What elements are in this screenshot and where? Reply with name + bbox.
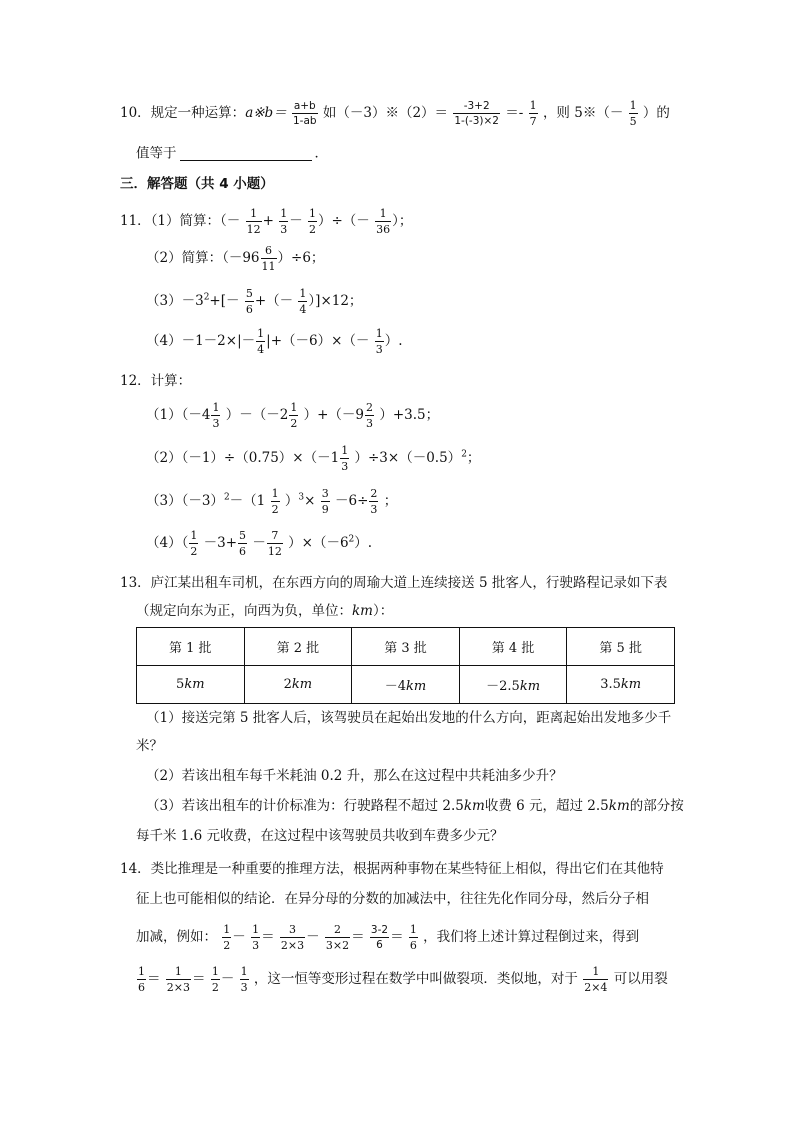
q13-sub3-line2: 每千米 1.6 元收费，在这过程中该驾驶员共收到车费多少元？ [136, 828, 504, 844]
q10-def-fraction: $\frac{a+b}{1-ab}$ [293, 99, 317, 127]
distance-table [136, 627, 675, 704]
q13-sub2: （2）若该出租车每千米耗油 0.2 升，那么在这过程中共耗油多少升？ [146, 768, 563, 784]
table-header-cell: 第 3 批 [352, 628, 460, 666]
q13-line1: 13．庐江某出租车司机，在东西方向的周瑜大道上连续接送 5 批客人，行驶路程记录如下表 [120, 575, 668, 591]
q12-part2: （2）（－1）÷（0.75）×（－1 $\frac{1}{3}$ ）$\div 3\times(-0.5)^2$； [146, 444, 481, 473]
q10-line1: 10．规定一种运算：a※b＝ $\frac{a+b}{1-ab}$ 如（－3）※（2）＝ $\frac{-3+2}{1-(-3)\times 2}$ ＝- $\frac{1}{7}$ ，则 5※（－ $\frac{1}{5}$ ）的 [120, 99, 670, 128]
table-header-row [137, 628, 675, 666]
q11-part1: 11．（1）简算：（－ $\frac{1}{12}$ + $\frac{1}{3}$ － $\frac{1}{2}$ ）÷（－ $\frac{1}{36}$ ）； [120, 207, 413, 236]
table-header-cell: 第 2 批 [244, 628, 352, 666]
table-cell: 3.5km [567, 666, 675, 704]
q14-line4: $\frac{1}{6}$ ＝ $\frac{1}{2\times 3}$ ＝ $\frac{1}{2}$ － $\frac{1}{3}$ ，这一恒等变形过程在数学中叫做裂项．类似地，对于 $\frac{1}{2\times 4}$ 可以用裂 [138, 965, 668, 994]
table-row [137, 666, 675, 704]
section-title: 三．解答题（共 4 小题） [120, 176, 274, 192]
q13-sub3-line1: （3）若该出租车的计价标准为：行驶路程不超过 2.5km收费 6 元，超过 2.5km的部分按 [146, 798, 684, 814]
table-header-cell: 第 1 批 [137, 628, 245, 666]
q10-result-fraction: $\frac{1}{7}$ [529, 99, 537, 128]
q10-example-fraction: $\frac{-3+2}{1-(-3)\times 2}$ [454, 99, 499, 127]
answer-blank[interactable] [180, 146, 312, 161]
table-cell: 5km [137, 666, 245, 704]
q13-sub1-line1: （1）接送完第 5 批客人后，该驾驶员在起始出发地的什么方向，距离起始出发地多少千 [146, 710, 672, 726]
q12-part1: （1）（－4 $\frac{1}{3}$ ）－（－2 $\frac{1}{2}$ ）+（－9 $\frac{2}{3}$ ）+3.5； [146, 401, 440, 430]
q13-line2: （规定向东为正，向西为负，单位：km）： [136, 603, 394, 619]
q11-part4: （4）－1－2×|－ $\frac{1}{4}$ |+（－6）×（－ $\frac{1}{3}$ ）. [146, 327, 403, 356]
q11-part2: （2）简算：（－96 $\frac{6}{11}$ ）÷6； [146, 244, 325, 273]
q10-line2: 值等于 ． [136, 145, 328, 162]
table-header-cell: 第 4 批 [459, 628, 567, 666]
q13-sub1-line2: 米？ [136, 738, 163, 754]
q10-operand-fraction: $\frac{1}{5}$ [629, 99, 637, 128]
table-cell: －4km [352, 666, 460, 704]
q12-part3: $(3)(-3)^2-(1$ $\frac{1}{2}$ ）$^3$× $\frac{3}{9}$ －6÷ $\frac{2}{3}$ ； [146, 487, 398, 516]
q14-line1: 14．类比推理是一种重要的推理方法，根据两种事物在某些特征上相似，得出它们在其他特 [120, 861, 664, 877]
table-cell: －2.5km [459, 666, 567, 704]
q11-part3: $(3)-3^2+[-$ $\frac{5}{6}$ +（－ $\frac{1}{4}$ ）]×12； [146, 287, 363, 316]
q12-part4: （4）（ $\frac{1}{2}$ －3+ $\frac{5}{6}$ － $\frac{7}{12}$ ）$\times(-6^2)$. [146, 529, 373, 558]
table-cell: 2km [244, 666, 352, 704]
q12-label: 12．计算： [120, 373, 192, 389]
q14-line2: 征上也可能相似的结论．在异分母的分数的加减法中，往往先化作同分母，然后分子相 [136, 891, 649, 907]
q14-line3: 加减，例如： $\frac{1}{2}$ － $\frac{1}{3}$ ＝ $\frac{3}{2\times 3}$ － $\frac{2}{3\times 2}$ ＝ $\frac{3-2}{6}$ ＝ $\frac{1}{6}$ ，我们将上述计算过程倒过来，得到 [136, 923, 640, 952]
table-header-cell: 第 5 批 [567, 628, 675, 666]
